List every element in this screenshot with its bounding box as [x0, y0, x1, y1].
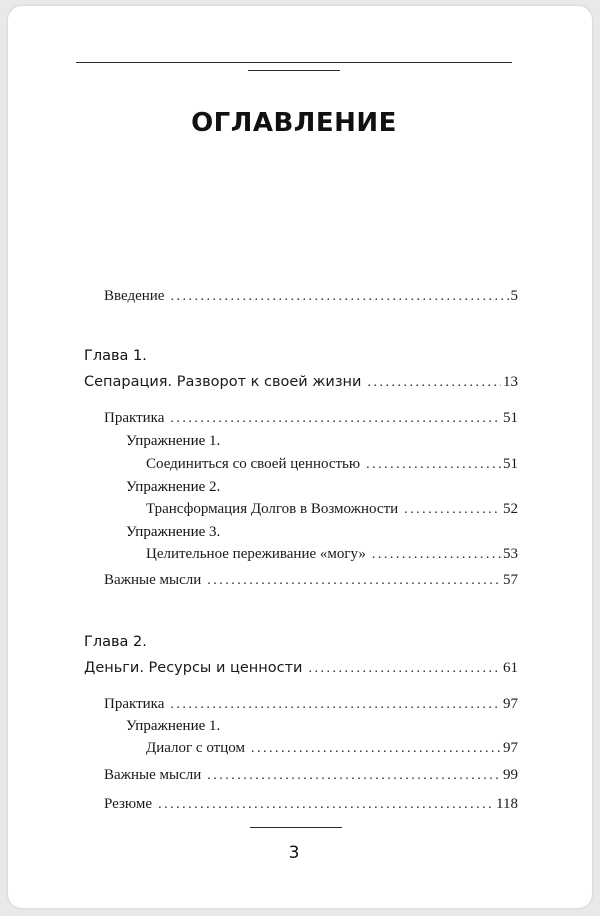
- chapter-1-title: Сепарация. Разворот к своей жизни: [84, 374, 362, 390]
- dot-leader: [367, 375, 501, 391]
- toc-page-number: 51: [503, 410, 518, 426]
- toc-entry-chapter-1-practice: [104, 410, 518, 427]
- dot-leader: [372, 547, 501, 563]
- exercise-label: Упражнение 1.: [126, 718, 221, 734]
- top-short-rule: [248, 70, 340, 71]
- toc-page-number: 13: [503, 374, 518, 390]
- top-rule: [76, 62, 512, 63]
- exercise-title: Целительное переживание «могу»: [146, 546, 366, 562]
- toc-entry-ch1-exercise-3: [146, 546, 518, 563]
- toc-entry-ch1-exercise-2: [146, 501, 518, 518]
- exercise-title: Диалог с отцом: [146, 740, 245, 756]
- bottom-short-rule: [250, 827, 342, 828]
- exercise-title: Соединиться со своей ценностью: [146, 456, 361, 472]
- dot-leader: [207, 768, 501, 784]
- dot-leader: [404, 502, 501, 518]
- toc-entry-ch1-exercise-1: [146, 456, 518, 473]
- toc-entry-chapter-2: [84, 660, 518, 677]
- toc-entry-summary: [104, 796, 518, 813]
- toc-page-number: 57: [503, 572, 518, 588]
- toc-entry-chapter-2-practice: [104, 696, 518, 713]
- toc-page-number: 118: [496, 796, 518, 812]
- dot-leader: [308, 661, 501, 677]
- toc-entry-chapter-2-thoughts: [104, 767, 518, 784]
- toc-page-number: 53: [503, 546, 518, 562]
- toc-entry-label: Важные мысли: [104, 572, 202, 588]
- exercise-label: Упражнение 3.: [126, 524, 221, 540]
- toc-page-number: 5: [510, 288, 518, 304]
- toc-entry-label: Практика: [104, 410, 165, 426]
- dot-leader: [251, 741, 501, 757]
- toc-entry-chapter-1-thoughts: [104, 572, 518, 589]
- dot-leader: [207, 573, 501, 589]
- toc-entry-chapter-1: [84, 374, 518, 391]
- toc-page-number: 97: [503, 740, 518, 756]
- exercise-label: Упражнение 1.: [126, 433, 221, 449]
- exercise-title: Трансформация Долгов в Возможности: [146, 501, 399, 517]
- toc-page-number: 52: [503, 501, 518, 517]
- dot-leader: [158, 797, 494, 813]
- page-title: ОГЛАВЛЕНИЕ: [191, 108, 397, 138]
- toc-entry-intro: [104, 288, 518, 305]
- toc-page-number: 51: [503, 456, 518, 472]
- toc-entry-label: Важные мысли: [104, 767, 202, 783]
- toc-page-number: 61: [503, 660, 518, 676]
- toc-page-number: 99: [503, 767, 518, 783]
- dot-leader: [170, 289, 508, 305]
- toc-entry-label: Введение: [104, 288, 165, 304]
- exercise-label: Упражнение 2.: [126, 479, 221, 495]
- dot-leader: [170, 411, 501, 427]
- chapter-2-title: Деньги. Ресурсы и ценности: [84, 660, 303, 676]
- dot-leader: [170, 697, 501, 713]
- chapter-1-label: Глава 1.: [84, 348, 147, 364]
- toc-entry-label: Резюме: [104, 796, 153, 812]
- chapter-2-label: Глава 2.: [84, 634, 147, 650]
- dot-leader: [366, 457, 501, 473]
- toc-entry-ch2-exercise-1: [146, 740, 518, 757]
- toc-entry-label: Практика: [104, 696, 165, 712]
- page-number: 3: [288, 843, 300, 863]
- toc-page-number: 97: [503, 696, 518, 712]
